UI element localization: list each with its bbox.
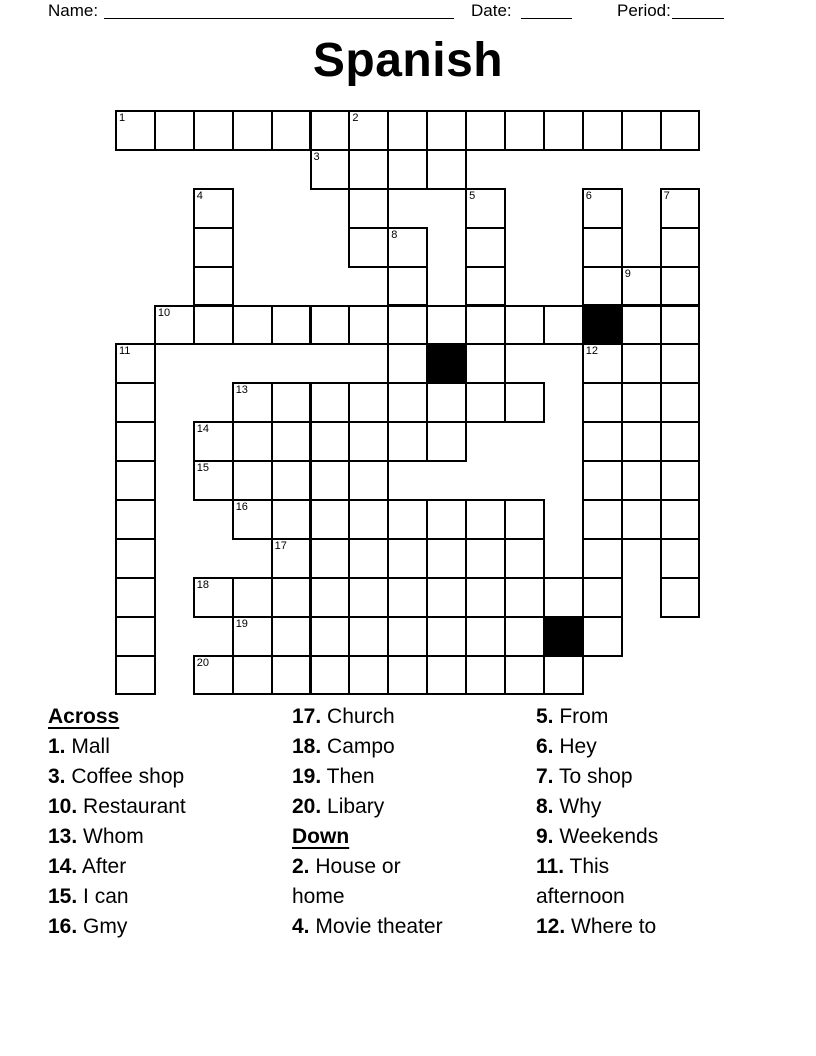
crossword-cell[interactable] — [271, 382, 312, 423]
crossword-cell[interactable] — [348, 460, 389, 501]
crossword-cell[interactable] — [154, 110, 195, 151]
crossword-cell[interactable] — [115, 538, 156, 579]
clue-text: Mall — [65, 735, 110, 758]
crossword-cell[interactable] — [660, 382, 701, 423]
crossword-cell[interactable] — [582, 616, 623, 657]
clue-item-20 — [292, 792, 456, 822]
crossword-cell[interactable] — [660, 538, 701, 579]
crossword-cell[interactable] — [115, 382, 156, 423]
crossword-cell[interactable] — [115, 616, 156, 657]
crossword-cell[interactable] — [232, 421, 273, 462]
crossword-cell[interactable] — [232, 305, 273, 346]
crossword-cell[interactable] — [310, 421, 351, 462]
crossword-cell[interactable] — [660, 343, 701, 384]
crossword-cell[interactable] — [621, 382, 662, 423]
cell-number-11: 11 — [119, 345, 131, 358]
clue-item-4 — [292, 912, 456, 942]
clue-text: Hey — [553, 735, 597, 758]
clue-item-3 — [48, 762, 233, 792]
clue-item-6 — [536, 732, 688, 762]
crossword-cell[interactable] — [465, 655, 506, 696]
cell-number-15: 15 — [196, 462, 210, 475]
clue-number: 19. — [292, 765, 322, 788]
crossword-cell[interactable] — [387, 343, 428, 384]
crossword-cell[interactable] — [348, 616, 389, 657]
crossword-cell[interactable] — [465, 616, 506, 657]
clue-item-18 — [292, 732, 456, 762]
crossword-cell[interactable] — [115, 499, 156, 540]
cell-number-2: 2 — [352, 112, 359, 124]
crossword-cell[interactable] — [232, 460, 273, 501]
clue-number: 11. — [536, 855, 565, 878]
cell-number-1: 1 — [119, 112, 126, 124]
crossword-cell[interactable] — [660, 188, 701, 229]
crossword-cell[interactable] — [348, 499, 389, 540]
crossword-cell[interactable] — [660, 421, 701, 462]
crossword-cell[interactable] — [465, 266, 506, 307]
cell-number-13: 13 — [235, 384, 248, 397]
clue-item-14 — [48, 852, 233, 882]
cell-number-8: 8 — [391, 228, 398, 241]
crossword-cell[interactable] — [310, 655, 351, 696]
clue-item-5 — [536, 702, 688, 732]
crossword-cell[interactable] — [310, 538, 351, 579]
crossword-cell[interactable] — [193, 305, 234, 346]
clue-text: From — [553, 705, 609, 728]
crossword-cell[interactable] — [426, 305, 467, 346]
crossword-cell[interactable] — [387, 577, 428, 618]
black-cell — [543, 616, 584, 657]
crossword-cell[interactable] — [232, 499, 273, 540]
crossword-cell[interactable] — [426, 421, 467, 462]
crossword-cell[interactable] — [621, 343, 662, 384]
clue-item-16 — [48, 912, 233, 942]
crossword-cell[interactable] — [660, 305, 701, 346]
clue-text: Movie theater — [309, 915, 443, 938]
cell-number-19: 19 — [235, 617, 248, 630]
cell-number-3: 3 — [313, 150, 320, 163]
clue-number: 1. — [48, 735, 66, 758]
crossword-cell[interactable] — [465, 343, 506, 384]
clue-item-17 — [292, 702, 456, 732]
crossword-cell[interactable] — [387, 382, 428, 423]
crossword-cell[interactable] — [387, 655, 428, 696]
crossword-cell[interactable] — [271, 577, 312, 618]
crossword-cell[interactable] — [310, 499, 351, 540]
cell-number-20: 20 — [196, 656, 210, 669]
crossword-cell[interactable] — [660, 499, 701, 540]
crossword-cell[interactable] — [660, 227, 701, 268]
clue-text: To shop — [553, 765, 633, 788]
crossword-cell[interactable] — [348, 421, 389, 462]
clue-text: Why — [553, 795, 602, 818]
clue-text: After — [77, 855, 127, 878]
crossword-cell[interactable] — [504, 577, 545, 618]
clue-item-10 — [48, 792, 233, 822]
crossword-cell[interactable] — [426, 655, 467, 696]
crossword-cell[interactable] — [348, 655, 389, 696]
clue-number: 17. — [292, 705, 322, 728]
clue-column-3 — [536, 702, 688, 942]
crossword-cell[interactable] — [504, 110, 545, 151]
clue-item-19 — [292, 762, 456, 792]
cell-number-5: 5 — [469, 189, 476, 202]
crossword-cell[interactable] — [543, 305, 584, 346]
crossword-cell[interactable] — [582, 538, 623, 579]
page-title: Spanish — [312, 34, 504, 87]
clue-item-1 — [48, 732, 233, 762]
cell-number-4: 4 — [196, 189, 203, 202]
clue-number: 13. — [48, 825, 78, 848]
clue-text: Restaurant — [77, 795, 186, 818]
crossword-cell[interactable] — [621, 305, 662, 346]
across-header: Across — [48, 705, 120, 728]
crossword-cell[interactable] — [426, 577, 467, 618]
crossword-cell[interactable] — [387, 110, 428, 151]
clue-text: Then — [321, 765, 375, 788]
clue-item-12 — [536, 912, 688, 942]
period-label: Period: — [617, 1, 671, 20]
clue-number: 20. — [292, 795, 322, 818]
clue-number: 12. — [536, 915, 566, 938]
crossword-cell[interactable] — [193, 421, 234, 462]
crossword-cell[interactable] — [115, 577, 156, 618]
period-blank-line[interactable] — [672, 0, 724, 19]
crossword-cell[interactable] — [582, 460, 623, 501]
crossword-cell[interactable] — [232, 382, 273, 423]
crossword-cell[interactable] — [582, 382, 623, 423]
crossword-cell[interactable] — [232, 616, 273, 657]
cell-number-18: 18 — [196, 578, 210, 591]
crossword-cell[interactable] — [426, 382, 467, 423]
crossword-cell[interactable] — [387, 305, 428, 346]
clue-text: Campo — [321, 735, 395, 758]
clue-number: 2. — [292, 855, 310, 878]
crossword-cell[interactable] — [115, 110, 156, 151]
crossword-cell[interactable] — [348, 305, 389, 346]
clue-text: House or home — [292, 855, 401, 908]
crossword-cell[interactable] — [193, 188, 234, 229]
cell-number-16: 16 — [235, 501, 248, 513]
crossword-cell[interactable] — [310, 149, 351, 190]
crossword-cell[interactable] — [271, 499, 312, 540]
crossword-cell[interactable] — [426, 538, 467, 579]
crossword-cell[interactable] — [193, 266, 234, 307]
name-blank-line[interactable] — [104, 0, 454, 19]
clue-number: 4. — [292, 915, 310, 938]
crossword-cell[interactable] — [387, 616, 428, 657]
cell-number-17: 17 — [274, 539, 287, 552]
crossword-cell[interactable] — [582, 188, 623, 229]
crossword-cell[interactable] — [348, 149, 389, 190]
black-cell — [582, 305, 623, 346]
crossword-cell[interactable] — [271, 616, 312, 657]
cell-number-14: 14 — [196, 423, 210, 436]
crossword-cell[interactable] — [271, 538, 312, 579]
crossword-cell[interactable] — [465, 188, 506, 229]
crossword-cell[interactable] — [271, 421, 312, 462]
crossword-cell[interactable] — [465, 577, 506, 618]
crossword-cell[interactable] — [310, 460, 351, 501]
clue-column-1 — [48, 702, 233, 942]
crossword-cell[interactable] — [660, 110, 701, 151]
clue-number: 3. — [48, 765, 66, 788]
clue-text: Whom — [77, 825, 144, 848]
clue-item-9 — [536, 822, 688, 852]
date-blank-line[interactable] — [521, 0, 572, 19]
crossword-cell[interactable] — [115, 655, 156, 696]
crossword-cell[interactable] — [465, 382, 506, 423]
crossword-cell[interactable] — [271, 110, 312, 151]
crossword-cell[interactable] — [115, 421, 156, 462]
crossword-cell[interactable] — [465, 305, 506, 346]
crossword-cell[interactable] — [621, 499, 662, 540]
crossword-cell[interactable] — [271, 460, 312, 501]
crossword-cell[interactable] — [504, 499, 545, 540]
cell-number-10: 10 — [157, 306, 171, 319]
name-label: Name: — [48, 1, 99, 20]
crossword-cell[interactable] — [504, 305, 545, 346]
crossword-cell[interactable] — [348, 188, 389, 229]
crossword-cell[interactable] — [660, 266, 701, 307]
crossword-cell[interactable] — [465, 227, 506, 268]
crossword-cell[interactable] — [115, 460, 156, 501]
crossword-cell[interactable] — [348, 382, 389, 423]
clue-number: 15. — [48, 885, 78, 908]
crossword-cell[interactable] — [193, 460, 234, 501]
clue-number: 7. — [536, 765, 554, 788]
crossword-cell[interactable] — [387, 266, 428, 307]
crossword-cell[interactable] — [232, 577, 273, 618]
crossword-cell[interactable] — [582, 577, 623, 618]
crossword-cell[interactable] — [387, 499, 428, 540]
date-label: Date: — [471, 1, 512, 20]
crossword-cell[interactable] — [621, 460, 662, 501]
crossword-cell[interactable] — [310, 616, 351, 657]
crossword-cell[interactable] — [310, 382, 351, 423]
cell-number-12: 12 — [585, 345, 599, 358]
crossword-cell[interactable] — [310, 110, 351, 151]
crossword-cell[interactable] — [582, 343, 623, 384]
crossword-grid — [115, 110, 701, 696]
clue-number: 16. — [48, 915, 78, 938]
down-header: Down — [292, 825, 350, 848]
crossword-cell[interactable] — [543, 110, 584, 151]
clue-item-7 — [536, 762, 688, 792]
clue-item-11 — [536, 852, 688, 912]
clue-item-8 — [536, 792, 688, 822]
crossword-cell[interactable] — [504, 616, 545, 657]
clue-text: I can — [77, 885, 129, 908]
clue-item-2 — [292, 852, 456, 912]
crossword-cell[interactable] — [426, 149, 467, 190]
crossword-cell[interactable] — [426, 499, 467, 540]
crossword-cell[interactable] — [504, 538, 545, 579]
crossword-cell[interactable] — [426, 110, 467, 151]
crossword-cell[interactable] — [621, 266, 662, 307]
crossword-cell[interactable] — [348, 538, 389, 579]
crossword-cell[interactable] — [271, 655, 312, 696]
crossword-cell[interactable] — [465, 499, 506, 540]
crossword-cell[interactable] — [193, 577, 234, 618]
crossword-cell[interactable] — [310, 305, 351, 346]
clue-text: Weekends — [553, 825, 659, 848]
crossword-cell[interactable] — [621, 110, 662, 151]
clue-text: Coffee shop — [65, 765, 185, 788]
crossword-cell[interactable] — [582, 421, 623, 462]
crossword-cell[interactable] — [271, 305, 312, 346]
crossword-cell[interactable] — [543, 577, 584, 618]
clue-column-2 — [292, 702, 456, 942]
crossword-cell[interactable] — [387, 538, 428, 579]
crossword-cell[interactable] — [193, 110, 234, 151]
crossword-cell[interactable] — [387, 227, 428, 268]
crossword-cell[interactable] — [504, 382, 545, 423]
crossword-cell[interactable] — [193, 227, 234, 268]
crossword-cell[interactable] — [193, 655, 234, 696]
clue-item-13 — [48, 822, 233, 852]
clue-number: 5. — [536, 705, 554, 728]
cell-number-7: 7 — [663, 189, 670, 202]
cell-number-6: 6 — [585, 189, 592, 202]
crossword-cell[interactable] — [465, 538, 506, 579]
clue-text: Gmy — [77, 915, 128, 938]
crossword-cell[interactable] — [426, 616, 467, 657]
crossword-cell[interactable] — [310, 577, 351, 618]
crossword-cell[interactable] — [543, 655, 584, 696]
crossword-cell[interactable] — [387, 149, 428, 190]
crossword-cell[interactable] — [660, 460, 701, 501]
clue-number: 6. — [536, 735, 554, 758]
crossword-cell[interactable] — [582, 110, 623, 151]
crossword-cell[interactable] — [348, 577, 389, 618]
black-cell — [426, 343, 467, 384]
clue-number: 9. — [536, 825, 554, 848]
crossword-cell[interactable] — [348, 110, 389, 151]
clue-item-15 — [48, 882, 233, 912]
crossword-cell[interactable] — [582, 266, 623, 307]
crossword-cell[interactable] — [621, 421, 662, 462]
clue-text: Libary — [321, 795, 385, 818]
crossword-cell[interactable] — [582, 499, 623, 540]
cell-number-9: 9 — [624, 267, 631, 280]
clue-number: 10. — [48, 795, 78, 818]
clue-text: Church — [321, 705, 395, 728]
crossword-cell[interactable] — [154, 305, 195, 346]
clue-text: This afternoon — [536, 855, 625, 908]
crossword-cell[interactable] — [115, 343, 156, 384]
crossword-cell[interactable] — [387, 421, 428, 462]
crossword-cell[interactable] — [582, 227, 623, 268]
clue-number: 18. — [292, 735, 322, 758]
clue-number: 14. — [48, 855, 78, 878]
clue-text: Where to — [565, 915, 657, 938]
crossword-cell[interactable] — [232, 655, 273, 696]
crossword-cell[interactable] — [348, 227, 389, 268]
clue-number: 8. — [536, 795, 554, 818]
crossword-cell[interactable] — [504, 655, 545, 696]
crossword-cell[interactable] — [465, 110, 506, 151]
crossword-cell[interactable] — [660, 577, 701, 618]
crossword-cell[interactable] — [232, 110, 273, 151]
